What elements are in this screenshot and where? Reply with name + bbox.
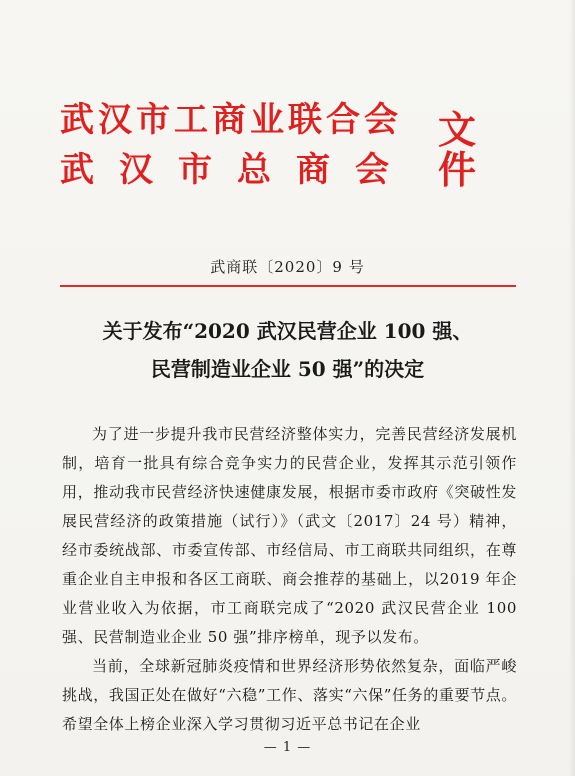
page-number: — 1 —: [263, 740, 312, 755]
issuer-name-line-2: 武汉市总商会: [60, 150, 414, 190]
document-type-label: 文件: [438, 108, 479, 192]
red-divider-line: [60, 285, 516, 287]
body-paragraph-2: 当前，全球新冠肺炎疫情和世界经济形势依然复杂，面临严峻挑战，我国正处在做好“六稳”工作、落实“六保”任务的重要节点。希望全体上榜企业深入学习贯彻习近平总书记在企业: [62, 657, 517, 733]
document-number: 武商联〔2020〕9 号: [210, 258, 365, 276]
issuer-name-line-1: 武汉市工商业联合会: [60, 100, 402, 140]
document-title-line-2: 民营制造业企业 50 强”的决定: [150, 357, 425, 381]
document-body: [62, 420, 517, 739]
page-edge-shadow: [569, 0, 575, 776]
document-title-line-1: 关于发布“2020 武汉民营企业 100 强、: [102, 319, 473, 343]
body-paragraph-1: 为了进一步提升我市民营经济整体实力，完善民营经济发展机制，培育一批具有综合竞争实力的民营企业，发挥其示范引领作用，推动我市民营经济快速健康发展，根据市委市政府《突破性发展民营经济的政策措施（试行）》（武文〔2017〕24 号）精神，经市委统战部、市委宣传部、市经信局、市工商联共同组织，在尊重企业自主申报和各区工商联、商会推荐的基础上，以2019 年企业营业收入为依据，市工商联完成了“2020 武汉民营企业 100 强、民营制造业企业 50 强”排序榜单，现予以发布。: [62, 425, 517, 646]
